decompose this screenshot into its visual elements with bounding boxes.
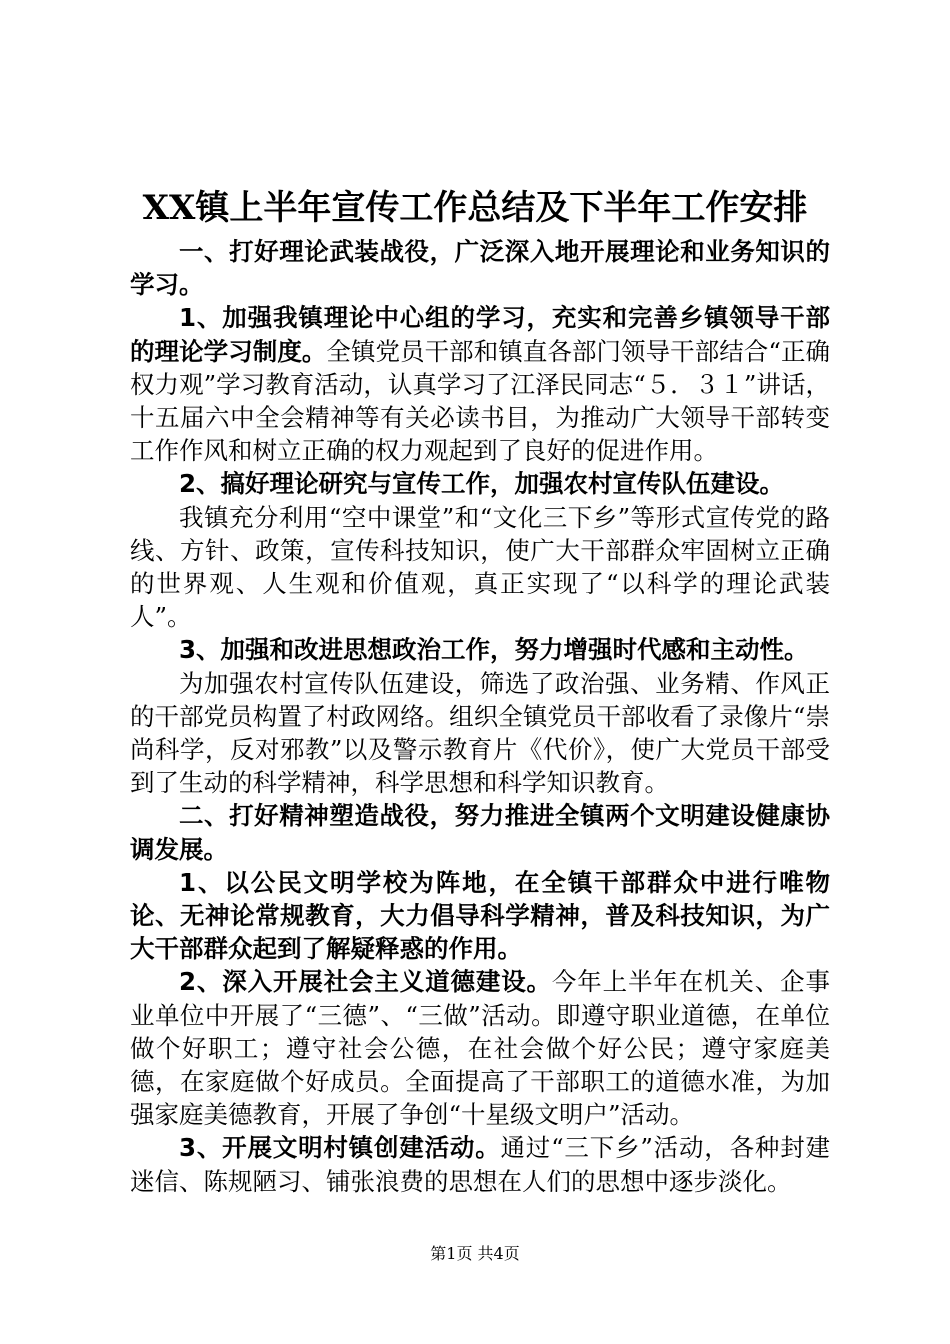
paragraph <box>130 1132 830 1198</box>
paragraph <box>130 236 830 302</box>
paragraph-heading: 2、深入开展社会主义道德建设。 <box>179 967 552 997</box>
page-footer: 第1页 共4页 <box>430 1244 520 1263</box>
paragraph <box>130 468 830 501</box>
paragraph-heading: 1、以公民文明学校为阵地，在全镇干部群众中进行唯物论、无神论常规教育，大力倡导科学精神，普及科技知识，为广大干部群众起到了解疑释惑的作用。 <box>130 867 830 964</box>
paragraph-heading: 3、开展文明村镇创建活动。 <box>179 1133 501 1163</box>
paragraph-heading: 一、打好理论武装战役，广泛深入地开展理论和业务知识的学习。 <box>130 237 830 300</box>
paragraph <box>130 502 830 635</box>
paragraph <box>130 668 830 801</box>
paragraph-heading: 1、加强我镇理论中心组的学习，充实和完善乡镇领导干部的理论学习制度。 <box>130 303 830 366</box>
paragraph-text: 为加强农村宣传队伍建设，筛选了政治强、业务精、作风正的干部党员构置了村政网络。组织全镇党员干部收看了录像片“崇尚科学，反对邪教”以及警示教育片《代价》，使广大党员干部受到了生动的科学精神，科学思想和科学知识教育。 <box>130 668 830 798</box>
paragraph <box>130 800 830 866</box>
paragraph-text: 今年上半年在机关、企事业单位中开展了“三德”、“三做”活动。即遵守职业道德，在单位做个好职工；遵守社会公德，在社会做个好公民；遵守家庭美德，在家庭做个好成员。全面提高了干部职工的道德水准，为加强家庭美德教育，开展了争创“十星级文明户”活动。 <box>130 967 831 1130</box>
paragraph-heading: 2、搞好理论研究与宣传工作，加强农村宣传队伍建设。 <box>179 469 785 499</box>
paragraph <box>130 867 830 967</box>
document-body <box>130 236 830 1199</box>
paragraph <box>130 966 830 1132</box>
paragraph-heading: 3、加强和改进思想政治工作，努力增强时代感和主动性。 <box>179 635 809 665</box>
paragraph-text: 通过“三下乡”活动，各种封建迷信、陈规陋习、铺张浪费的思想在人们的思想中逐步淡化。 <box>130 1133 830 1196</box>
paragraph <box>130 634 830 667</box>
paragraph-heading: 二、打好精神塑造战役，努力推进全镇两个文明建设健康协调发展。 <box>130 801 830 864</box>
paragraph-text: 全镇党员干部和镇直各部门领导干部结合“正确权力观”学习教育活动，认真学习了江泽民同志“５．３１”讲话，十五届六中全会精神等有关必读书目，为推动广大领导干部转变工作作风和树立正确的权力观起到了良好的促进作用。 <box>130 336 830 466</box>
paragraph-text: 我镇充分利用“空中课堂”和“文化三下乡”等形式宣传党的路线、方针、政策，宣传科技知识，使广大干部群众牢固树立正确的世界观、人生观和价值观，真正实现了“以科学的理论武装人”。 <box>130 502 830 632</box>
paragraph <box>130 302 830 468</box>
document-title: XX镇上半年宣传工作总结及下半年工作安排 <box>142 188 808 228</box>
